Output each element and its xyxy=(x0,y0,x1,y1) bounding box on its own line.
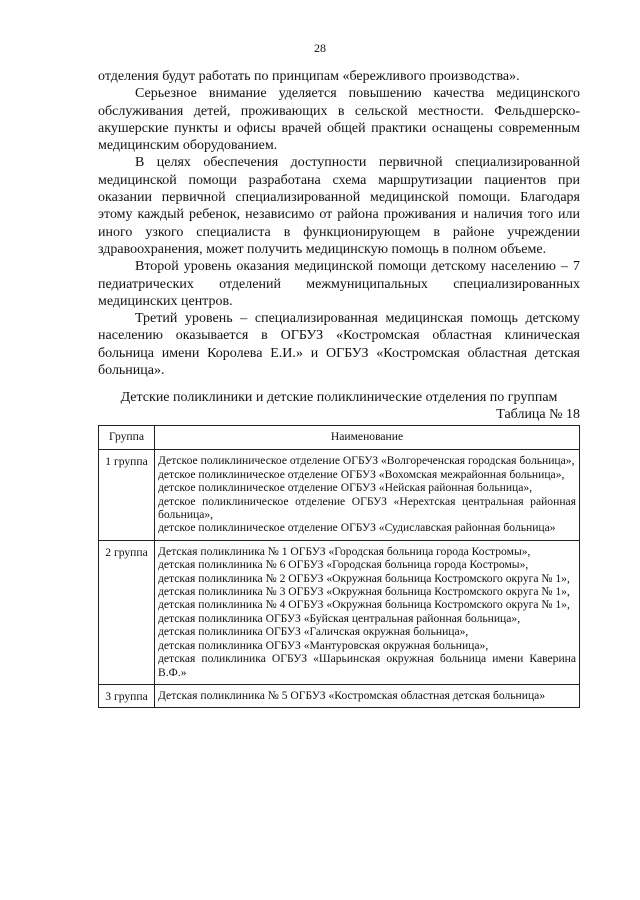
header-name: Наименование xyxy=(155,426,580,450)
list-item: детская поликлиника № 2 ОГБУЗ «Окружная больница Костромского округа № 1», xyxy=(158,571,570,585)
list-item: детское поликлиническое отделение ОГБУЗ «Судиславская районная больница» xyxy=(158,521,556,535)
list-item: детская поликлиника № 4 ОГБУЗ «Окружная больница Костромского округа № 1», xyxy=(158,598,570,612)
list-item: детское поликлиническое отделение ОГБУЗ «Нейская районная больница», xyxy=(158,481,533,495)
list-item: детское поликлиническое отделение ОГБУЗ «Нерехтская центральная районная больница», xyxy=(158,494,576,522)
page-number: 28 xyxy=(314,41,326,55)
group-cell: 3 группа xyxy=(99,684,155,707)
paragraph-routing-scheme: В целях обеспечения доступности первичной специализированной медицинской помощи разработана схема маршрутизации пациентов при оказании первичной специализированной медицинской помощи. Благодаря этому каждый ребенок, независимо от района проживания и наличия того или иного узкого специалиста в функционирующем в районе учреждении здравоохранения, может получить медицинскую помощь в полном объеме. xyxy=(98,155,580,257)
header-group: Группа xyxy=(99,426,155,450)
list-item: Детская поликлиника № 5 ОГБУЗ «Костромская областная детская больница» xyxy=(158,688,546,702)
list-item: детская поликлиника № 6 ОГБУЗ «Городская больница города Костромы», xyxy=(158,558,529,572)
list-item: детское поликлиническое отделение ОГБУЗ «Вохомская межрайонная больница», xyxy=(158,467,565,481)
names-cell xyxy=(155,684,580,707)
names-cell xyxy=(155,450,580,540)
table-row xyxy=(99,540,580,684)
table-caption xyxy=(98,389,580,424)
list-item: детская поликлиника № 3 ОГБУЗ «Окружная больница Костромского округа № 1», xyxy=(158,585,570,599)
list-item: Детское поликлиническое отделение ОГБУЗ «Волгореченская городская больница», xyxy=(158,454,575,468)
table-row xyxy=(99,450,580,540)
table-row xyxy=(99,684,580,707)
table-title: Детские поликлиники и детские поликлинические отделения по группам xyxy=(120,390,558,405)
table-number: Таблица № 18 xyxy=(496,407,580,423)
groups-table xyxy=(98,425,580,708)
list-item: детская поликлиника ОГБУЗ «Шарьинская окружная больница имени Каверина В.Ф.» xyxy=(158,652,576,679)
table-header-row xyxy=(99,426,580,450)
paragraph-second-level: Второй уровень оказания медицинской помощи детскому населению – 7 педиатрических отделений межмуниципальных специализированных медицинских центров. xyxy=(98,259,580,309)
list-item: Детская поликлиника № 1 ОГБУЗ «Городская больница города Костромы», xyxy=(158,544,531,558)
list-item: детская поликлиника ОГБУЗ «Буйская центральная районная больница», xyxy=(158,611,521,625)
body-text xyxy=(98,68,580,379)
group-cell: 1 группа xyxy=(99,450,155,540)
paragraph-rural-care: Серьезное внимание уделяется повышению качества медицинского обслуживания детей, проживающих в сельской местности. Фельдшерско-акушерские пункты и офисы врачей общей практики оснащены современным медицинским оборудованием. xyxy=(98,86,580,154)
paragraph-third-level: Третий уровень – специализированная медицинская помощь детскому населению оказывается в ОГБУЗ «Костромская областная клиническая больница имени Королева Е.И.» и ОГБУЗ «Костромская областная детская больница». xyxy=(98,311,580,379)
group-cell: 2 группа xyxy=(99,540,155,684)
paragraph-continuation: отделения будут работать по принципам «бережливого производства». xyxy=(98,69,520,84)
list-item: детская поликлиника ОГБУЗ «Галичская окружная больница», xyxy=(158,625,469,639)
names-cell xyxy=(155,540,580,684)
list-item: детская поликлиника ОГБУЗ «Мантуровская окружная больница», xyxy=(158,638,489,652)
